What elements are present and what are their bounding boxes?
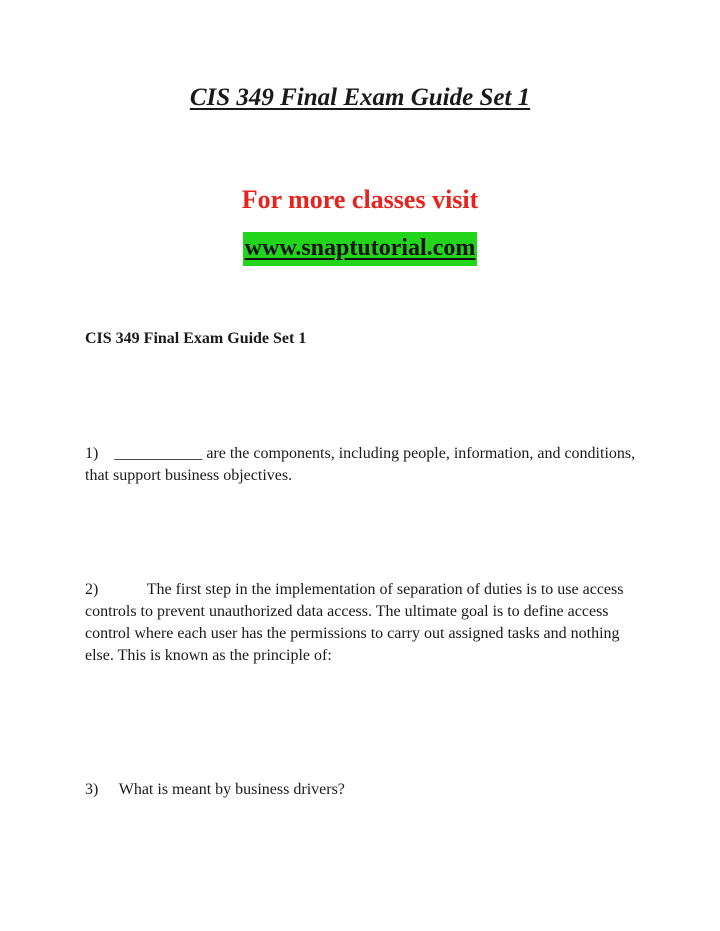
question-number: 1) — [85, 445, 99, 462]
document-title: CIS 349 Final Exam Guide Set 1 — [189, 84, 531, 111]
question-text: What is meant by business drivers? — [118, 781, 345, 798]
promo-link-wrapper — [0, 232, 720, 266]
section-heading: CIS 349 Final Exam Guide Set 1 — [85, 330, 307, 347]
question-2 — [85, 579, 645, 667]
question-number: 3) — [85, 781, 99, 798]
question-1 — [85, 443, 645, 487]
question-number: 2) — [85, 581, 99, 598]
question-text: ___________ are the components, including people, information, and conditions, that support business objectives. — [85, 445, 636, 484]
question-text: The first step in the implementation of separation of duties is to use access controls to prevent unauthorized data access. The ultimate goal is to define access control where each user has the permissions to carry out assigned tasks and nothing else. This is known as the principle of: — [85, 581, 624, 664]
promo-text: For more classes visit — [241, 185, 479, 214]
question-3 — [85, 779, 645, 801]
promo-link[interactable]: www.snaptutorial.com — [243, 232, 478, 266]
